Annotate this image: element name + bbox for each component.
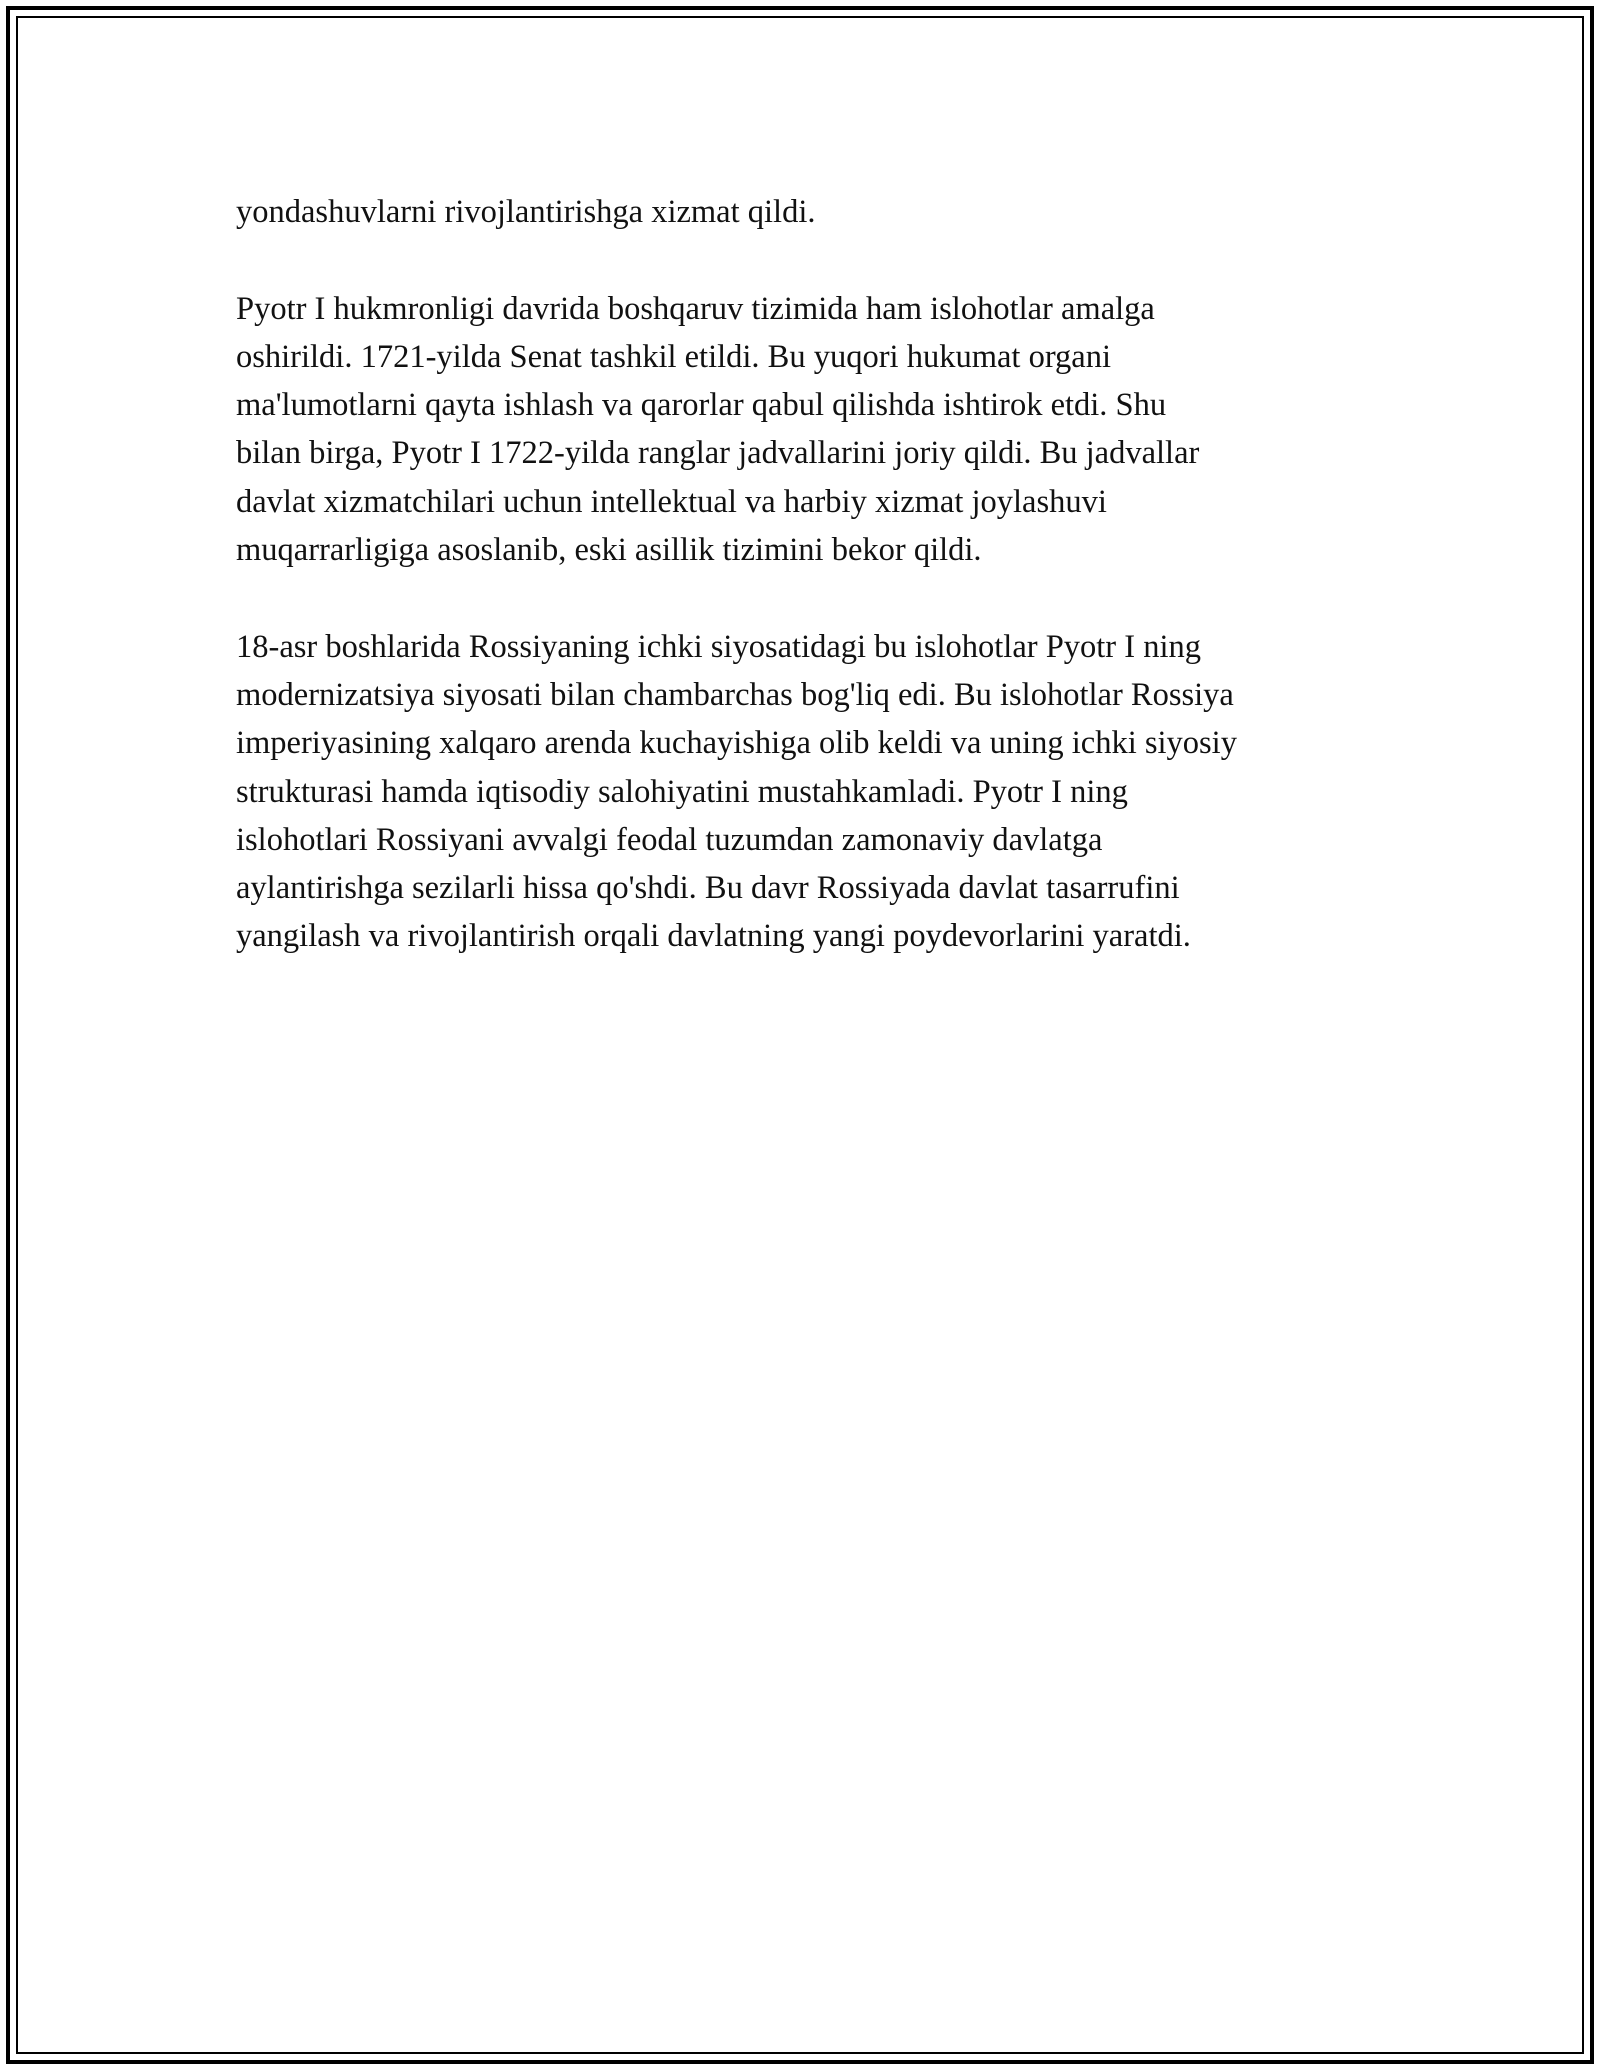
paragraph-1: yondashuvlarni rivojlantirishga xizmat qildi. (236, 194, 816, 230)
paragraph-2: Pyotr I hukmronligi davrida boshqaruv tizimida ham islohotlar amalga oshirildi. 1721-yilda Senat tashkil etildi. Bu yuqori hukumat organi ma'lumotlarni qayta ishlash va qarorlar qabul qilishda ishtirok etdi. Shu bilan birga, Pyotr I 1722-yilda ranglar jadvallarini joriy qildi. Bu jadvallar davlat xizmatchilari uchun intellektual va harbiy xizmat joylashuvi muqarrarligiga asoslanib, eski asillik tizimini bekor qildi. (236, 290, 1200, 569)
document-body (236, 188, 1416, 1009)
paragraph-3: 18-asr boshlarida Rossiyaning ichki siyosatidagi bu islohotlar Pyotr I ning modernizatsiya siyosati bilan chambarchas bog'liq edi. Bu islohotlar Rossiya imperiyasining xalqaro arenda kuchayishiga olib keldi va uning ichki siyosiy strukturasi hamda iqtisodiy salohiyatini mustahkamladi. Pyotr I ning islohotlari Rossiyani avvalgi feodal tuzumdan zamonaviy davlatga aylantirishga sezilarli hissa qo'shdi. Bu davr Rossiyada davlat tasarrufini yangilash va rivojlantirish orqali davlatning yangi poydevorlarini yaratdi. (236, 628, 1237, 955)
